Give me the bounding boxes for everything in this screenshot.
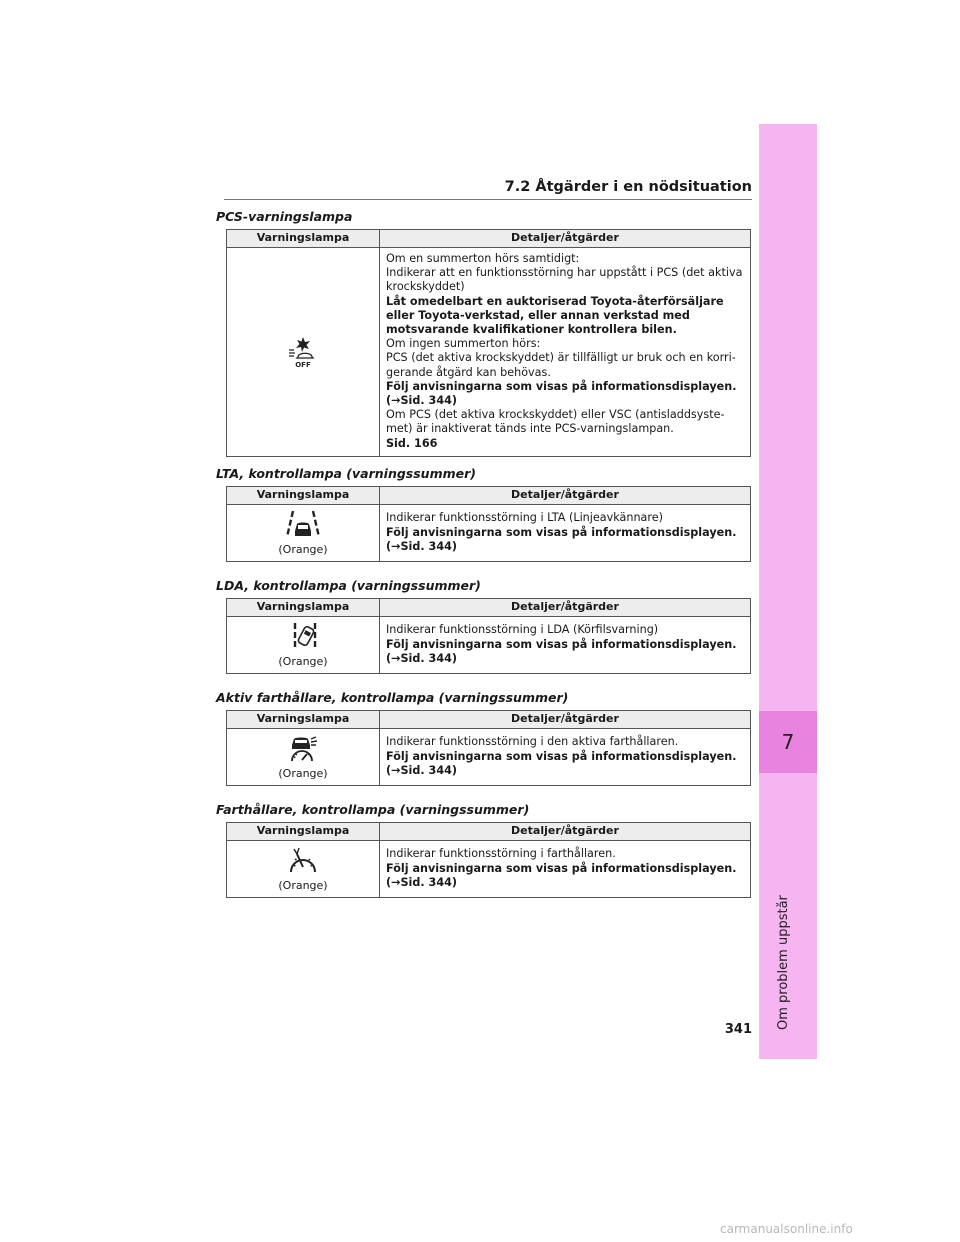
detail-line-bold: Följ anvisningarna som visas på informationsdisplayen. — [386, 525, 737, 539]
detail-line: Om PCS (det aktiva krockskyddet) eller VSC (antisladdsyste-met) är inaktiverat tänds inte PCS-varningslampan. — [386, 408, 725, 436]
detail-cell — [380, 841, 751, 898]
page-reference: (→Sid. 344) — [386, 651, 457, 665]
detail-line-bold: Följ anvisningarna som visas på informationsdisplayen. — [386, 861, 737, 875]
detail-line: Indikerar funktionsstörning i LTA (Linjeavkännare) — [386, 511, 664, 525]
page-reference: (→Sid. 344) — [386, 875, 457, 889]
detail-line: Om ingen summerton hörs: — [386, 337, 541, 351]
detail-cell — [380, 617, 751, 674]
warning-table-lta — [226, 486, 751, 562]
lda-lane-departure-icon — [283, 621, 323, 651]
lamp-color-note: (Orange) — [278, 655, 328, 668]
radar-cruise-icon — [283, 733, 323, 763]
section-title-lta: LTA, kontrollampa (varningssummer) — [216, 466, 476, 481]
detail-line: Indikerar funktionsstörning i farthållaren. — [386, 847, 616, 861]
svg-text:OFF: OFF — [295, 360, 311, 369]
detail-cell — [380, 729, 751, 786]
detail-line: PCS (det aktiva krockskyddet) är tillfälligt ur bruk och en korri-gerande åtgärd kan behövas. — [386, 351, 736, 379]
header-divider — [224, 199, 752, 200]
detail-line: Om en summerton hörs samtidigt: — [386, 252, 580, 265]
pcs-off-icon — [283, 335, 323, 369]
detail-line-bold: Följ anvisningarna som visas på informationsdisplayen. — [386, 637, 737, 651]
column-header-details: Detaljer/åtgärder — [380, 230, 751, 248]
watermark-text: carmanualsonline.info — [720, 1222, 853, 1236]
warning-table-cruise — [226, 822, 751, 898]
detail-line-bold: Följ anvisningarna som visas på informationsdisplayen. — [386, 749, 737, 763]
detail-line: Indikerar att en funktionsstörning har uppstått i PCS (det aktiva krockskyddet) — [386, 266, 743, 294]
page-reference: (→Sid. 344) — [386, 394, 457, 408]
lamp-cell — [227, 729, 380, 786]
lamp-color-note: (Orange) — [278, 767, 328, 780]
page-reference: (→Sid. 344) — [386, 763, 457, 777]
warning-table-pcs — [226, 229, 751, 457]
warning-table-lda — [226, 598, 751, 674]
section-title-pcs: PCS-varningslampa — [216, 209, 353, 224]
lamp-color-note: (Orange) — [278, 543, 328, 556]
warning-table-active-cruise — [226, 710, 751, 786]
column-header-lamp: Varningslampa — [227, 487, 380, 505]
page-header-title: 7.2 Åtgärder i en nödsituation — [504, 179, 752, 195]
detail-line: Indikerar funktionsstörning i den aktiva farthållaren. — [386, 735, 679, 749]
column-header-lamp: Varningslampa — [227, 230, 380, 248]
column-header-details: Detaljer/åtgärder — [380, 487, 751, 505]
page-number: 341 — [724, 1022, 752, 1037]
section-title-active-cruise: Aktiv farthållare, kontrollampa (varningssummer) — [216, 690, 569, 705]
column-header-details: Detaljer/åtgärder — [380, 711, 751, 729]
column-header-lamp: Varningslampa — [227, 711, 380, 729]
page-reference: Sid. 166 — [386, 436, 438, 450]
chapter-side-tab — [759, 124, 817, 1059]
detail-cell — [380, 505, 751, 562]
lamp-cell — [227, 617, 380, 674]
chapter-label: Om problem uppstår — [776, 895, 791, 1030]
section-title-lda: LDA, kontrollampa (varningssummer) — [216, 578, 481, 593]
column-header-details: Detaljer/åtgärder — [380, 599, 751, 617]
section-title-cruise: Farthållare, kontrollampa (varningssummer) — [216, 802, 530, 817]
detail-cell — [380, 248, 751, 457]
page-reference: (→Sid. 344) — [386, 539, 457, 553]
column-header-details: Detaljer/åtgärder — [380, 823, 751, 841]
detail-line-bold: Följ anvisningarna som visas på informationsdisplayen. — [386, 379, 737, 393]
lamp-color-note: (Orange) — [278, 879, 328, 892]
lta-lane-car-icon — [283, 509, 323, 539]
cruise-control-icon — [283, 845, 323, 875]
detail-line-bold: Låt omedelbart en auktoriserad Toyota-återförsäljare eller Toyota-verkstad, eller annan verkstad med motsvarande kvalifikationer kontrollera bilen. — [386, 294, 724, 337]
lamp-cell — [227, 248, 380, 457]
column-header-lamp: Varningslampa — [227, 599, 380, 617]
column-header-lamp: Varningslampa — [227, 823, 380, 841]
lamp-cell — [227, 841, 380, 898]
lamp-cell — [227, 505, 380, 562]
chapter-number: 7 — [759, 711, 817, 773]
detail-line: Indikerar funktionsstörning i LDA (Körfilsvarning) — [386, 623, 659, 637]
